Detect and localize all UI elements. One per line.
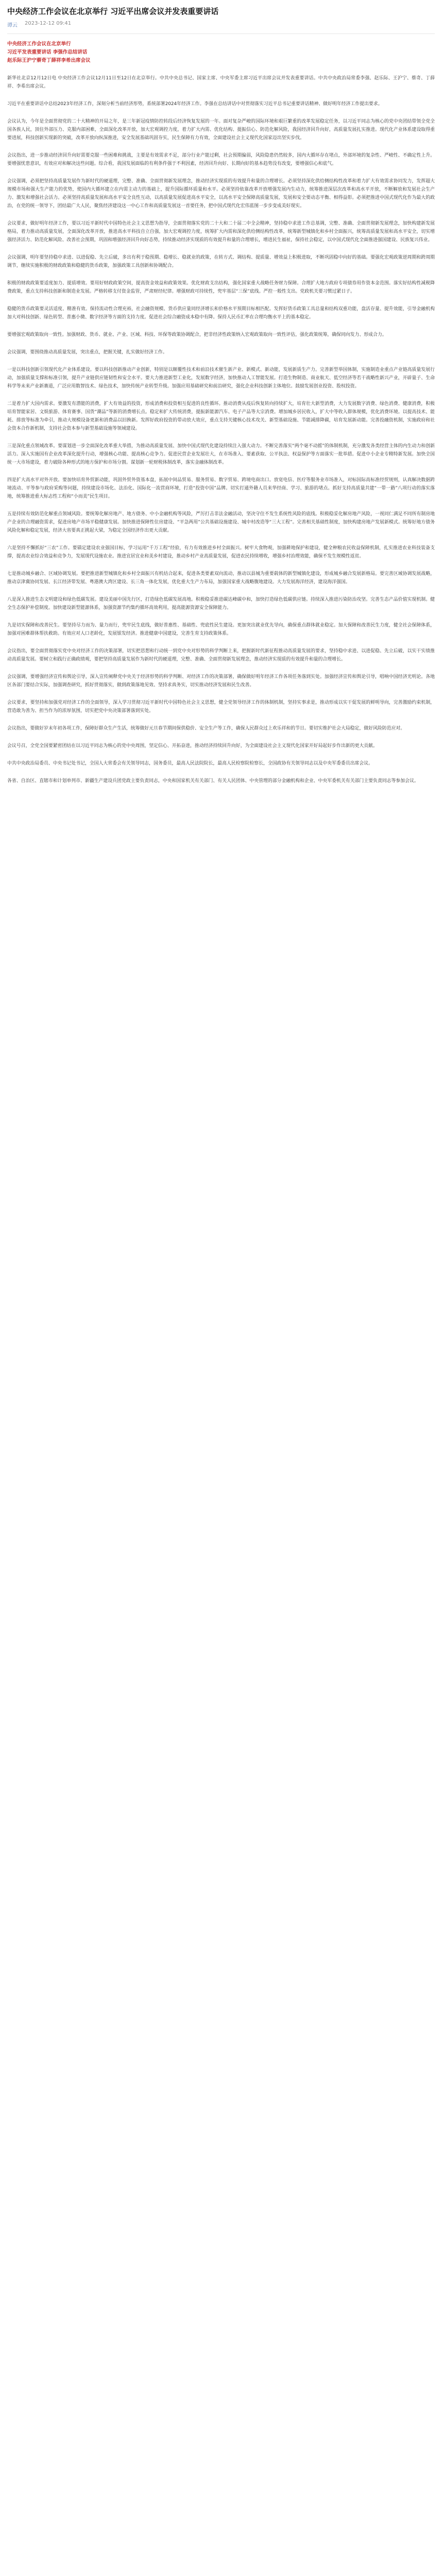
article-paragraph: 会议指出，要做好岁末年初各项工作，保障好群众生产生活，统筹做好元旦春节期间保供稳价、安全生产等工作，确保人民群众过上欢乐祥和的节日。要切实维护社会大局稳定，做好风险防范应对。 — [7, 726, 405, 731]
article-paragraph: 稳健的货币政策要灵活适度、精准有效。保持流动性合理充裕，社会融资规模、货币供应量同经济增长和价格水平预期目标相匹配。发挥好货币政策工具总量和结构双重功能，盘活存量、提升效能，引导金融机构加大对科技创新、绿色转型、普惠小微、数字经济等方面的支持力度。促进社会综合融资成本稳中有降。保持人民币汇率在合理均衡水平上的基本稳定。 — [7, 307, 435, 320]
article-paragraph: 会议要求，要坚持和加强党对经济工作的全面领导，深入学习贯彻习近平新时代中国特色社会主义思想，健全党领导经济工作的体制机制，坚持实事求是，推动形成以实干促发展的鲜明导向，完善激励约束机制，营造敢为善为、担当作为的浓厚氛围，切实把党中央决策部署落到实处。 — [7, 700, 435, 714]
article-paragraph: 中共中央政治局委员、中央书记处书记，全国人大常委会有关领导同志，国务委员，最高人民法院院长，最高人民检察院检察长，全国政协有关领导同志以及中央军委委员出席会议。 — [7, 761, 373, 766]
article-paragraph: 会议认为，今年是全面贯彻党的二十大精神的开局之年，是三年新冠疫情防控转段后经济恢复发展的一年。面对复杂严峻的国际环境和艰巨繁重的改革发展稳定任务，以习近平同志为核心的党中央团结带领全党全国各族人民，顶住外部压力、克服内部困难，全面深化改革开放，加大宏观调控力度，着力扩大内需、优化结构、提振信心、防范化解风险，我国经济回升向好，高质量发展扎实推进。现代化产业体系建设取得重要进展，科技创新实现新的突破，改革开放向纵深推进，安全发展基础巩固夯实，民生保障有力有效，全面建设社会主义现代化国家迈出坚实步伐。 — [7, 119, 435, 141]
article-paragraph: 八是深入推进生态文明建设和绿色低碳发展。建设美丽中国先行区，打造绿色低碳发展高地。积极稳妥推进碳达峰碳中和，加快打造绿色低碳供应链。持续深入推进污染防治攻坚。完善生态产品价值实现机制。健全生态保护补偿制度。加快建设新型能源体系，加强资源节约集约循环高效利用，提高能源资源安全保障能力。 — [7, 597, 435, 611]
article-meta — [7, 21, 435, 28]
article-paragraph: 积极的财政政策要适度加力、提质增效。要用好财政政策空间，提高资金效益和政策效果。优化财政支出结构，强化国家重大战略任务财力保障。合理扩大地方政府专项债券用作资本金范围。落实好结构性减税降费政策，重点支持科技创新和制造业发展。严格转移支付资金监管，严肃财经纪律。增强财政可持续性，兜牢基层“三保”底线。严控一般性支出。党政机关要习惯过紧日子。 — [7, 281, 435, 294]
article-content — [0, 34, 442, 785]
article-paragraph: 会议号召，全党全国要紧密团结在以习近平同志为核心的党中央周围，坚定信心、开拓奋进，推动经济持续回升向好，为全面建设社会主义现代化国家开好局起好步作出新的更大贡献。 — [7, 743, 378, 749]
article-paragraph: 五是持续有效防范化解重点领域风险。要统筹化解房地产、地方债务、中小金融机构等风险，严厉打击非法金融活动，坚决守住不发生系统性风险的底线。积极稳妥化解房地产风险，一视同仁满足不同所有制房地产企业的合理融资需求，促进房地产市场平稳健康发展。加快推进保障性住房建设、“平急两用”公共基础设施建设、城中村改造等“三大工程”。完善相关基础性制度，加快构建房地产发展新模式。统筹好地方债务风险化解和稳定发展，经济大省要真正挑起大梁，为稳定全国经济作出更大贡献。 — [7, 512, 435, 533]
article-paragraph: 七是推动城乡融合、区域协调发展。要把推进新型城镇化和乡村全面振兴有机结合起来，促进各类要素双向流动，推动以县城为重要载体的新型城镇化建设，形成城乡融合发展新格局。要完善区域协调发展战略，推动京津冀协同发展、长江经济带发展、粤港澳大湾区建设、长三角一体化发展，优化重大生产力布局，加强国家重大战略腹地建设。大力发展海洋经济，建设海洋强国。 — [7, 571, 435, 585]
article-paragraph: 会议指出，要全面贯彻落实党中央对经济工作的决策部署，切实把思想和行动统一到党中央对形势的科学判断上来，把握新时代新征程推动高质量发展的要求，坚持稳中求进、以进促稳、先立后破，以实干实绩推动高质量发展。要树立和践行正确政绩观，要把坚持高质量发展作为新时代的硬道理，完整、准确、全面贯彻新发展理念，推动经济实现质的有效提升和量的合理增长。 — [7, 649, 435, 662]
article-paragraph: 六是坚持不懈抓好“三农”工作。要锚定建设农业强国目标，学习运用“千万工程”经验，有力有效推进乡村全面振兴。树牢大食物观，加强耕地保护和建设，健全种粮农民收益保障机制，扎实推进农业科技装备支撑，提高农业综合效益和竞争力，发展现代设施农业。推进宜居宜业和美乡村建设，推动乡村产业高质量发展，促进农民持续增收，增强乡村治理效能，确保不发生规模性返贫。 — [7, 546, 435, 559]
article-paragraph: 新华社北京12月12日电 中央经济工作会议12月11日至12日在北京举行。中共中央总书记、国家主席、中央军委主席习近平出席会议并发表重要讲话。中共中央政治局常委李强、赵乐际、王沪宁、蔡奇、丁薛祥、李希出席会议。 — [7, 76, 435, 89]
article-paragraph: 会议指出，进一步推动经济回升向好需要克服一些困难和挑战，主要是有效需求不足，部分行业产能过剩，社会预期偏弱，风险隐患仍然较多，国内大循环存在堵点，外部环境的复杂性、严峻性、不确定性上升。要增强忧患意识，有效应对和解决这些问题。综合看，我国发展面临的有利条件强于不利因素，经济回升向好、长期向好的基本趋势没有改变，要增强信心和底气。 — [7, 153, 435, 166]
article-title: 中央经济工作会议在北京举行 习近平出席会议并发表重要讲话 — [7, 7, 219, 16]
article-paragraph: 会议强调，明年要坚持稳中求进、以进促稳、先立后破，多出有利于稳预期、稳增长、稳就业的政策，在转方式、调结构、提质量、增效益上积极进取，不断巩固稳中向好的基础。要强化宏观政策逆周期和跨周期调节，继续实施积极的财政政策和稳健的货币政策，加强政策工具创新和协调配合。 — [7, 255, 435, 268]
article-paragraph: 要增强宏观政策取向一致性。加强财政、货币、就业、产业、区域、科技、环保等政策协调配合，把非经济性政策纳入宏观政策取向一致性评估，强化政策统筹，确保同向发力、形成合力。 — [7, 332, 387, 337]
headline-line: 习近平发表重要讲话 李强作总结讲话 — [7, 49, 88, 55]
article-paragraph: 四是扩大高水平对外开放。要加快培育外贸新动能，巩固外贸外资基本盘，拓展中间品贸易、服务贸易、数字贸易、跨境电商出口。放宽电信、医疗等服务业市场准入，对标国际高标准经贸规则，认真解决数据跨境流动、平等参与政府采购等问题，持续建设市场化、法治化、国际化一流营商环境，打造“投资中国”品牌。切实打通外籍人员来华经商、学习、旅游的堵点。抓好支持高质量共建“一带一路”八项行动的落实落地，统筹推进重大标志性工程和“小而美”民生项目。 — [7, 478, 435, 499]
headline-line: 中央经济工作会议在北京举行 — [7, 41, 71, 47]
article-paragraph: 会议强调，必须把坚持高质量发展作为新时代的硬道理，完整、准确、全面贯彻新发展理念，推动经济实现质的有效提升和量的合理增长。必须坚持深化供给侧结构性改革和着力扩大有效需求协同发力，发挥超大规模市场和强大生产能力的优势，使国内大循环建立在内需主动力的基础上，提升国际循环质量和水平。必须坚持依靠改革开放增强发展内生动力，统筹推进深层次改革和高水平开放，不断解放和发展社会生产力、激发和增强社会活力。必须坚持高质量发展和高水平安全良性互动，以高质量发展促进高水平安全，以高水平安全保障高质量发展，发展和安全要动态平衡、相得益彰。必须把推进中国式现代化作为最大的政治，在党的统一领导下，团结最广大人民，聚焦经济建设这一中心工作和高质量发展这一首要任务，把中国式现代化宏伟蓝图一步步变成美好现实。 — [7, 179, 435, 209]
article-author[interactable]: 谭云 — [7, 23, 18, 28]
article-paragraph: 会议强调，要增强经济宣传和舆论引导，深入宣传阐释党中央关于经济形势的科学判断、对经济工作的决策部署，确保做好明年经济工作各项任务落到实处。加强经济宣传和舆论引导，唱响中国经济光明论。各地区各部门要结合实际，加强调查研究，抓好贯彻落实，做到政策落地见效、坚持求真务实，切实推动经济发展和民生改善。 — [7, 674, 435, 688]
headline-block — [7, 40, 435, 65]
article-paragraph: 三是深化重点领域改革。要谋划进一步全面深化改革重大举措，为推动高质量发展、加快中国式现代化建设持续注入强大动力。不断完善落实“两个毫不动摇”的体制机制，充分激发各类经营主体的内生动力和创新活力。深入实施国有企业改革深化提升行动，增强核心功能、提高核心竞争力。促进民营企业发展壮大，在市场准入、要素获取、公平执法、权益保护等方面落实一批举措。促进中小企业专精特新发展。加快全国统一大市场建设，着力破除各种形式的地方保护和市场分割。谋划新一轮财税体制改革，落实金融体制改革。 — [7, 444, 435, 465]
article-header — [0, 0, 442, 28]
article-paragraph: 九是切实保障和改善民生。要坚持尽力而为、量力而行，兜牢民生底线，做好普惠性、基础性、兜底性民生建设。更加突出就业优先导向，确保重点群体就业稳定。加大保障和改善民生力度，健全社会保障体系，加强对困难群体帮扶救助。有效应对人口老龄化，发展银发经济。推进健康中国建设，完善生育支持政策体系。 — [7, 623, 435, 636]
article-paragraph: 会议强调，要围绕推动高质量发展，突出重点，把握关键，扎实做好经济工作。 — [7, 350, 167, 355]
article-paragraph: 一是以科技创新引领现代化产业体系建设。要以科技创新推动产业创新，特别是以颠覆性技术和前沿技术催生新产业、新模式、新动能，发展新质生产力。完善新型举国体制，实施制造业重点产业链高质量发展行动，加强质量支撑和标准引领，提升产业链供应链韧性和安全水平。要大力推进新型工业化，发展数字经济，加快推动人工智能发展。打造生物制造、商业航天、低空经济等若干战略性新兴产业，开辟量子、生命科学等未来产业新赛道，广泛应用数智技术、绿色技术，加快传统产业转型升级。加强应用基础研究和前沿研究，强化企业科技创新主体地位。鼓励发展创业投资、股权投资。 — [7, 367, 435, 389]
article-paragraph: 各省、自治区、直辖市和计划单列市、新疆生产建设兵团党政主要负责同志，中央和国家机关有关部门、有关人民团体、中央管理的部分金融机构和企业、中央军委机关有关部门主要负责同志等参加会议。 — [7, 778, 419, 784]
headline-line: 赵乐际王沪宁蔡奇丁薛祥李希出席会议 — [7, 58, 91, 63]
article-paragraph: 习近平在重要讲话中总结2023年经济工作，深刻分析当前经济形势，系统部署2024年经济工作。李强在总结讲话中对贯彻落实习近平总书记重要讲话精神、做好明年经济工作提出要求。 — [7, 101, 383, 107]
article-paragraph: 二是着力扩大国内需求。要激发有潜能的消费，扩大有效益的投资，形成消费和投资相互促进的良性循环。推动消费从疫后恢复转向持续扩大，培育壮大新型消费，大力发展数字消费、绿色消费、健康消费，积极培育智能家居、文娱旅游、体育赛事、国货“潮品”等新的消费增长点。稳定和扩大传统消费，提振新能源汽车、电子产品等大宗消费。增加城乡居民收入，扩大中等收入群体规模，优化消费环境。以提高技术、能耗、排放等标准为牵引，推动大规模设备更新和消费品以旧换新。发挥好政府投资的带动放大效应，重点支持关键核心技术攻关、新型基础设施、节能减排降碳，培育发展新动能。完善投融资机制，实施政府和社会资本合作新机制，支持社会资本参与新型基础设施等领域建设。 — [7, 401, 435, 431]
article-paragraph: 会议要求，做好明年经济工作，要以习近平新时代中国特色社会主义思想为指导，全面贯彻落实党的二十大和二十届二中全会精神，坚持稳中求进工作总基调，完整、准确、全面贯彻新发展理念，加快构建新发展格局，着力推动高质量发展，全面深化改革开放，推进高水平科技自立自强，加大宏观调控力度，统筹扩大内需和深化供给侧结构性改革，统筹新型城镇化和乡村全面振兴，统筹高质量发展和高水平安全，切实增强经济活力、防范化解风险、改善社会预期，巩固和增强经济回升向好态势，持续推动经济实现质的有效提升和量的合理增长，增进民生福祉，保持社会稳定，以中国式现代化全面推进强国建设、民族复兴伟业。 — [7, 221, 435, 243]
article-published: 2023-12-12 09:41 — [25, 21, 72, 26]
